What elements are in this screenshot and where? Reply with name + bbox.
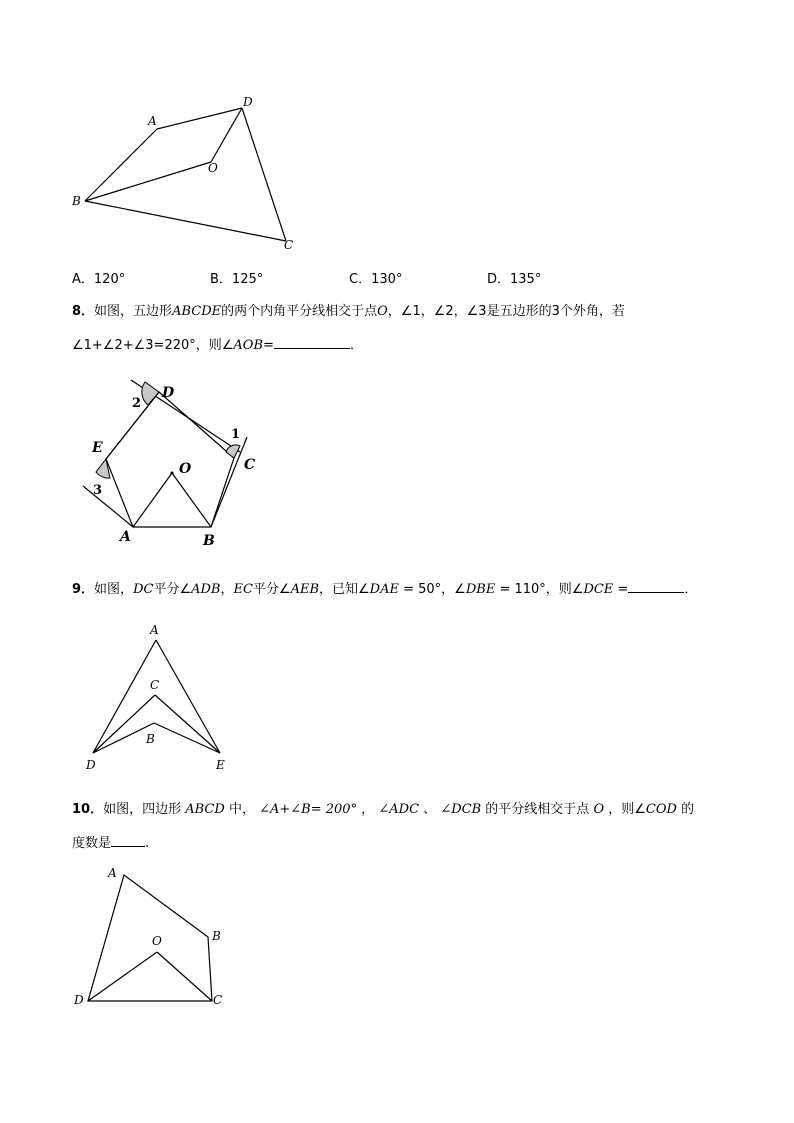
q10-edge-do [88,952,157,1001]
q7-label-b: B [72,194,81,208]
q7-label-d: D [243,95,253,109]
q10-edge-oc [157,952,212,1001]
q8-label-d: D [162,385,175,401]
q8-label-a: A [120,529,131,545]
q7-option-b: B．125° [210,272,264,287]
q8-label-b: B [203,533,215,549]
q10-line1: 10．如图，四边形 ABCD 中， ∠A+∠B= 200° ， ∠ADC 、 ∠DCB 的平分线相交于点 O ，则∠COD 的 [72,802,695,817]
q8-angle1-label: 1 [231,427,241,442]
q10-label-d: D [74,993,84,1007]
q7-label-a: A [148,114,157,128]
q9-label-b: B [146,732,155,746]
q7-option-a: A．120° [72,272,126,287]
q7-option-d: D．135° [487,272,542,287]
q9-label-e: E [216,758,225,772]
q8-label-c: C [244,457,256,473]
q7-label-c: C [284,238,294,252]
q10-label-c: C [213,993,223,1007]
q10-label-a: A [108,866,117,880]
q9-label-d: D [86,758,96,772]
q9-label-c: C [150,678,160,692]
q10-label-o: O [152,934,162,948]
q8-angle3-label: 3 [93,483,103,498]
q8-label-o: O [179,461,192,477]
q8-angle2-label: 2 [132,396,142,411]
q10-line2: 度数是 . [72,832,149,854]
q8-line1: 8．如图，五边形ABCDE的两个内角平分线相交于点O，∠1，∠2，∠3是五边形的3个外角，若 [72,304,625,319]
q7-option-c: C．130° [349,272,403,287]
q8-label-e: E [92,440,103,456]
q10-quadrilateral [88,875,212,1001]
q7-label-o: O [208,161,218,175]
q9-line: 9．如图，DC平分∠ADB，EC平分∠AEB，已知∠DAE = 50°，∠DBE = 110°，则∠DCE = ． [72,578,697,600]
q8-line2: ∠1+∠2+∠3=220°，则∠AOB= ． [72,334,363,356]
q10-label-b: B [212,929,221,943]
q9-label-a: A [150,623,159,637]
